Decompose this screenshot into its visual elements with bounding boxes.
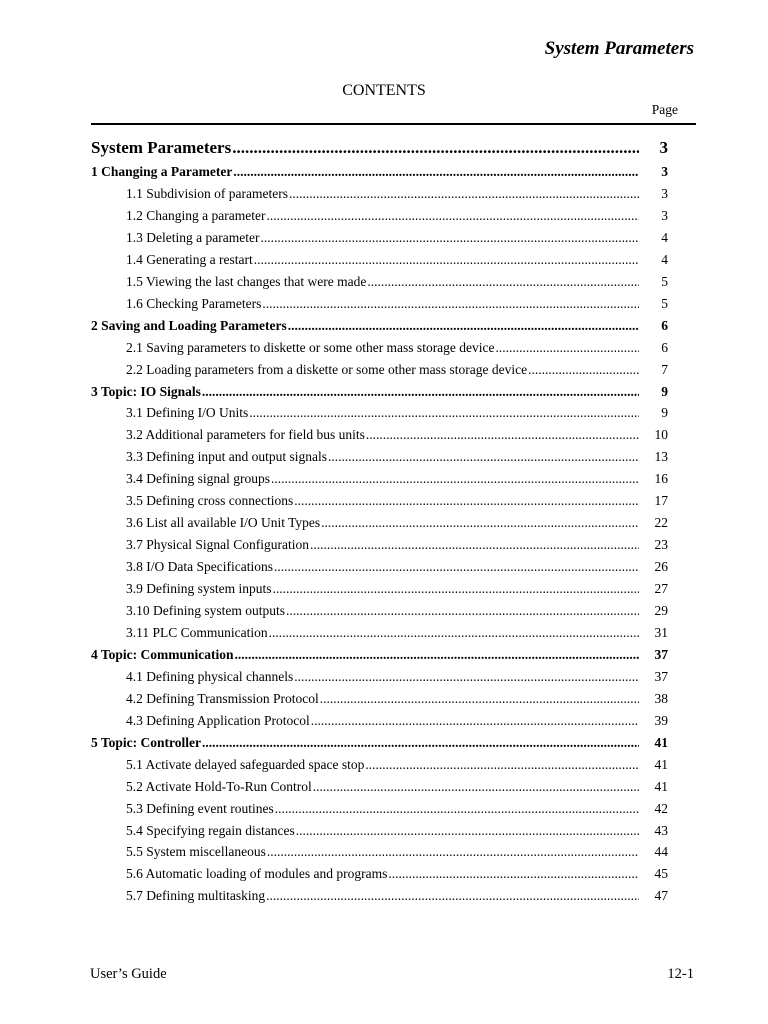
toc-entry-label: 5.3 Defining event routines xyxy=(126,800,274,816)
toc-entry-page: 45 xyxy=(654,866,668,882)
toc-entry-page: 3 xyxy=(661,164,668,179)
toc-entry-page: 39 xyxy=(654,712,668,728)
toc-entry-page: 22 xyxy=(654,515,668,531)
dot-leader xyxy=(294,493,639,509)
toc-entry-label: 1.1 Subdivision of parameters xyxy=(126,185,288,201)
dot-leader xyxy=(232,138,639,158)
toc-entry-label: 1.3 Deleting a parameter xyxy=(126,229,260,245)
dot-leader xyxy=(388,866,639,882)
toc-entry-label: 1.4 Generating a restart xyxy=(126,251,253,267)
toc-entry[interactable] xyxy=(91,427,668,443)
toc-entry-label: System Parameters xyxy=(91,138,232,157)
toc-entry-page: 23 xyxy=(654,537,668,553)
toc-entry[interactable] xyxy=(91,647,668,663)
toc-entry-page: 3 xyxy=(659,138,668,157)
toc-entry-page: 41 xyxy=(654,778,668,794)
dot-leader xyxy=(310,537,639,553)
toc-entry-page: 29 xyxy=(654,603,668,618)
toc-entry-page: 16 xyxy=(654,471,668,487)
toc-entry[interactable] xyxy=(91,449,668,465)
toc-entry-page: 9 xyxy=(661,405,668,421)
toc-entry-label: 3.11 PLC Communication xyxy=(126,624,268,640)
toc-entry-page: 41 xyxy=(654,734,668,750)
toc-entry-page: 47 xyxy=(654,888,668,904)
dot-leader xyxy=(267,844,639,860)
dot-leader xyxy=(260,230,639,246)
dot-leader xyxy=(289,186,639,202)
toc-entry-label: 4.1 Defining physical channels xyxy=(126,668,294,684)
dot-leader xyxy=(365,757,639,773)
dot-leader xyxy=(271,471,639,487)
toc-entry[interactable] xyxy=(91,713,668,729)
dot-leader xyxy=(262,296,639,312)
dot-leader xyxy=(366,427,639,443)
toc-entry[interactable] xyxy=(91,801,668,817)
page-column-label: Page xyxy=(651,102,678,117)
toc-entry[interactable] xyxy=(91,691,668,707)
footer-page-number: 12-1 xyxy=(667,966,694,982)
toc-entry-page: 27 xyxy=(654,581,668,597)
toc-entry-label: 1 Changing a Parameter xyxy=(91,164,233,179)
toc-entry-page: 9 xyxy=(661,383,668,399)
toc-entry-label: 3 Topic: IO Signals xyxy=(91,383,201,399)
toc-entry-label: 5.2 Activate Hold-To-Run Control xyxy=(126,778,312,794)
toc-entry[interactable] xyxy=(91,405,668,421)
toc-entry-label: 5.1 Activate delayed safeguarded space stop xyxy=(126,756,365,772)
contents-title: CONTENTS xyxy=(342,82,426,99)
dot-leader xyxy=(496,340,639,356)
toc-entry-label: 3.4 Defining signal groups xyxy=(126,471,270,487)
toc-entry[interactable] xyxy=(91,559,668,575)
toc-entry[interactable] xyxy=(91,296,668,312)
toc-entry-page: 7 xyxy=(661,361,668,377)
toc-entry[interactable] xyxy=(91,274,668,290)
dot-leader xyxy=(235,647,639,663)
toc-entry-label: 5.6 Automatic loading of modules and programs xyxy=(126,866,388,882)
toc-entry-label: 1.6 Checking Parameters xyxy=(126,295,262,311)
toc-entry[interactable] xyxy=(91,888,668,904)
toc-entry[interactable] xyxy=(91,340,668,356)
toc-entry-page: 13 xyxy=(654,449,668,465)
dot-leader xyxy=(273,581,640,597)
dot-leader xyxy=(269,625,639,641)
toc-entry[interactable] xyxy=(91,384,668,400)
toc-entry-page: 31 xyxy=(654,624,668,640)
dot-leader xyxy=(367,274,639,290)
dot-leader xyxy=(313,779,639,795)
toc-entry[interactable] xyxy=(91,493,668,509)
toc-entry[interactable] xyxy=(91,471,668,487)
toc-entry-label: 2 Saving and Loading Parameters xyxy=(91,317,287,333)
toc-entry-page: 17 xyxy=(654,493,668,509)
toc-entry-label: 5.7 Defining multitasking xyxy=(126,888,266,904)
toc-entry[interactable] xyxy=(91,844,668,860)
toc-entry-page: 37 xyxy=(654,646,668,662)
dot-leader xyxy=(311,713,639,729)
toc-entry-label: 3.8 I/O Data Specifications xyxy=(126,559,273,575)
toc-entry-label: 1.2 Changing a parameter xyxy=(126,207,266,223)
footer-left: User’s Guide xyxy=(90,966,167,982)
dot-leader xyxy=(249,405,639,421)
toc-entry-label: 3.6 List all available I/O Unit Types xyxy=(126,515,321,531)
dot-leader xyxy=(266,208,639,224)
toc-entry-page: 44 xyxy=(654,844,668,860)
toc-entry-page: 5 xyxy=(661,273,668,289)
toc-entry[interactable] xyxy=(91,866,668,882)
toc-entry[interactable] xyxy=(91,362,668,378)
dot-leader xyxy=(320,691,639,707)
toc-entry-page: 3 xyxy=(661,185,668,201)
toc-entry[interactable] xyxy=(91,515,668,531)
toc-entry-page: 4 xyxy=(661,229,668,245)
toc-entry-page: 42 xyxy=(654,800,668,816)
toc-entry[interactable] xyxy=(91,669,668,685)
dot-leader xyxy=(296,823,639,839)
toc-entry[interactable] xyxy=(91,581,668,597)
toc-entry-page: 37 xyxy=(654,668,668,684)
toc-entry-label: 3.3 Defining input and output signals xyxy=(126,449,327,465)
toc-entry-label: 5.5 System miscellaneous xyxy=(126,844,266,860)
toc-entry[interactable] xyxy=(91,164,668,180)
dot-leader xyxy=(266,888,639,904)
toc-entry[interactable] xyxy=(91,823,668,839)
toc-entry-label: 5 Topic: Controller xyxy=(91,734,202,750)
dot-leader xyxy=(328,449,639,465)
toc-entry[interactable] xyxy=(91,138,668,158)
toc-entry-label: 2.1 Saving parameters to diskette or some other mass storage device xyxy=(126,339,495,355)
toc-entry-page: 26 xyxy=(654,559,668,575)
toc-entry[interactable] xyxy=(91,779,668,795)
toc-entry-page: 38 xyxy=(654,690,668,706)
toc-entry-page: 4 xyxy=(661,251,668,267)
toc-entry-label: 5.4 Specifying regain distances xyxy=(126,822,295,838)
toc-entry[interactable] xyxy=(91,735,668,751)
toc-entry-page: 6 xyxy=(661,339,668,355)
toc-entry[interactable] xyxy=(91,208,668,224)
toc-entry[interactable] xyxy=(91,537,668,553)
toc-entry-label: 4.3 Defining Application Protocol xyxy=(126,712,310,728)
header-title: System Parameters xyxy=(544,38,694,59)
toc-entry-label: 3.9 Defining system inputs xyxy=(126,581,272,597)
toc-entry-page: 10 xyxy=(654,427,668,443)
toc-entry[interactable] xyxy=(91,186,668,202)
dot-leader xyxy=(321,515,639,531)
dot-leader xyxy=(202,735,639,751)
toc-entry-page: 5 xyxy=(661,295,668,311)
toc-entry-label: 3.2 Additional parameters for field bus units xyxy=(126,427,365,443)
toc-entry-page: 6 xyxy=(661,317,668,333)
header-rule xyxy=(91,123,696,125)
dot-leader xyxy=(274,559,639,575)
toc-entry-label: 1.5 Viewing the last changes that were made xyxy=(126,273,367,289)
toc-entry-label: 3.7 Physical Signal Configuration xyxy=(126,537,309,553)
toc-entry[interactable] xyxy=(91,603,668,619)
toc-entry-label: 4 Topic: Communication xyxy=(91,646,234,662)
toc-entry-label: 3.5 Defining cross connections xyxy=(126,493,294,509)
dot-leader xyxy=(286,603,639,619)
toc-entry-label: 4.2 Defining Transmission Protocol xyxy=(126,690,319,706)
dot-leader xyxy=(294,669,639,685)
toc-entry-page: 41 xyxy=(654,756,668,772)
dot-leader xyxy=(233,164,639,180)
toc-entry-label: 3.10 Defining system outputs xyxy=(126,603,285,618)
toc-entry[interactable] xyxy=(91,318,668,334)
toc-entry-label: 3.1 Defining I/O Units xyxy=(126,405,249,421)
toc-entry-page: 43 xyxy=(654,822,668,838)
dot-leader xyxy=(254,252,639,268)
toc-entry[interactable] xyxy=(91,757,668,773)
dot-leader xyxy=(275,801,639,817)
dot-leader xyxy=(528,362,639,378)
toc-entry[interactable] xyxy=(91,252,668,268)
dot-leader xyxy=(202,384,639,400)
toc-entry-label: 2.2 Loading parameters from a diskette or some other mass storage device xyxy=(126,361,528,377)
dot-leader xyxy=(288,318,639,334)
toc-entry-page: 3 xyxy=(661,207,668,223)
toc-entry[interactable] xyxy=(91,625,668,641)
toc-entry[interactable] xyxy=(91,230,668,246)
